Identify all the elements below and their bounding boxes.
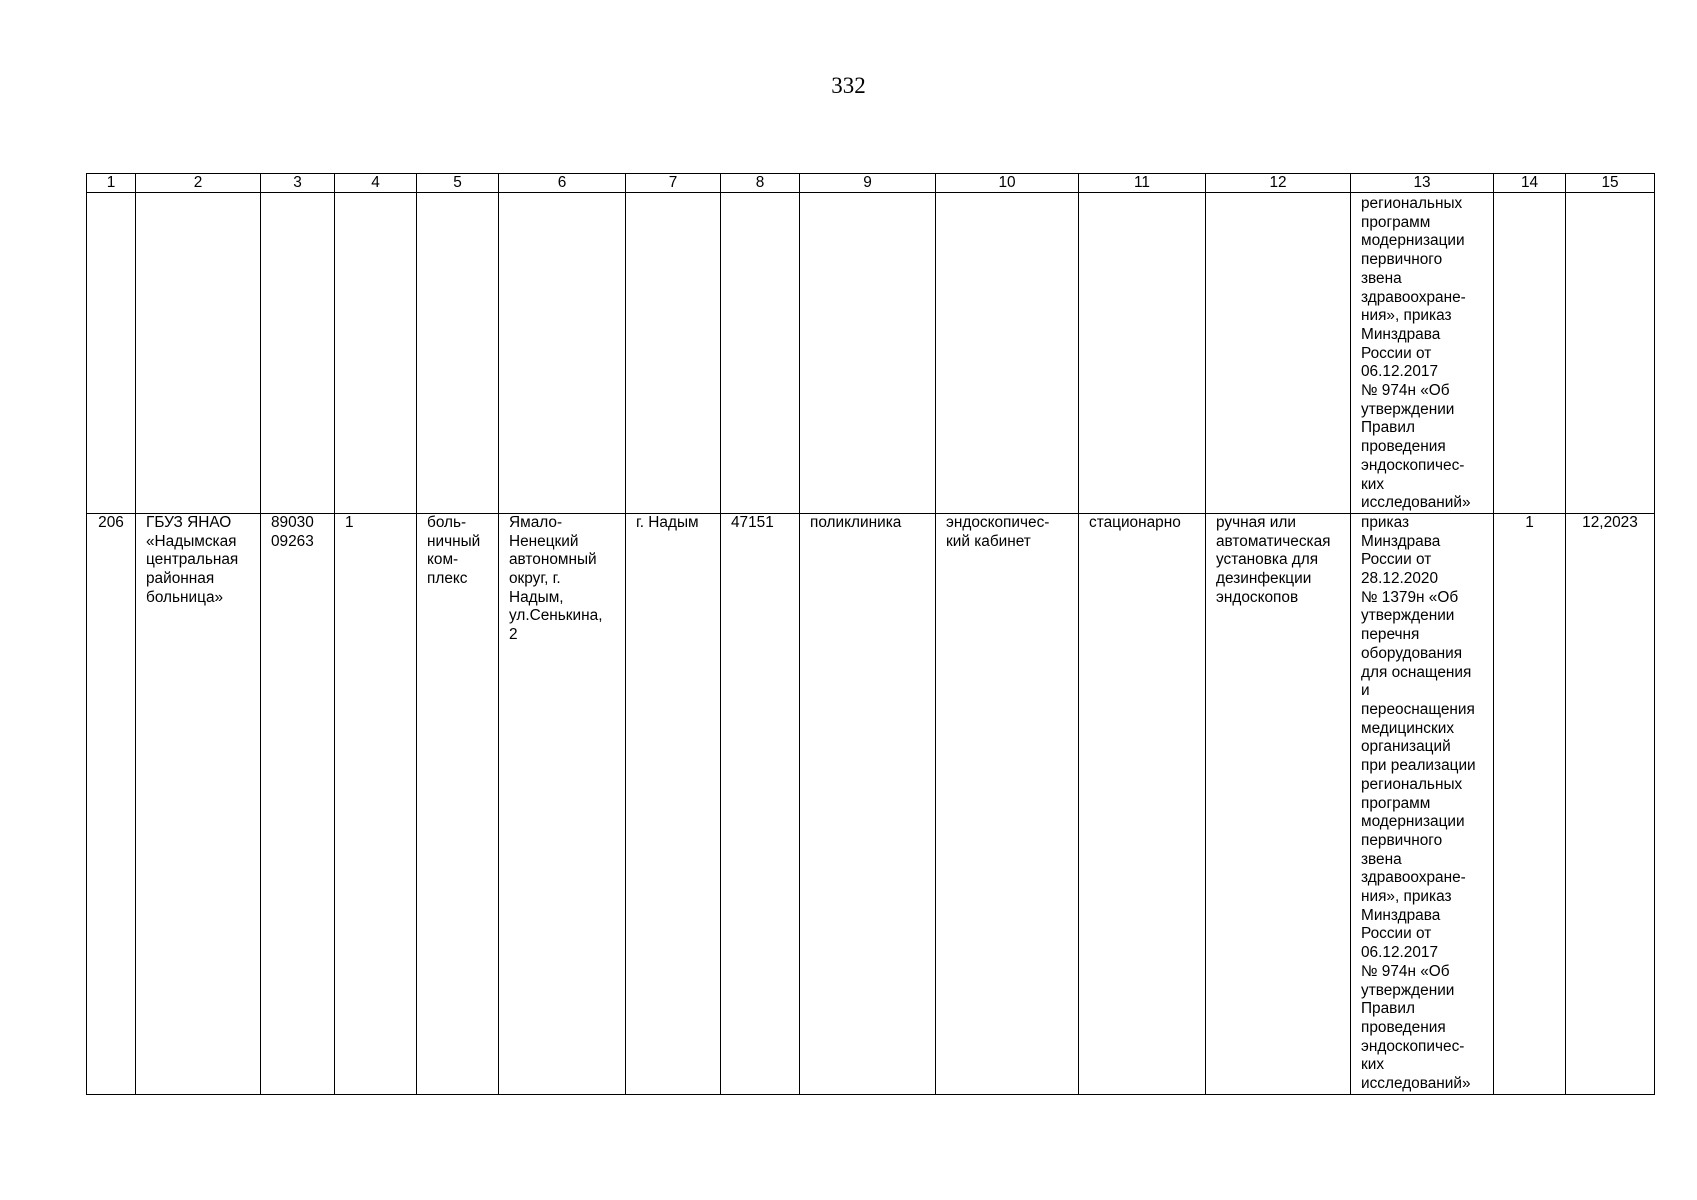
- legal-basis-cell: региональных программ модернизации первичного звена здравоохране- ния», приказ Минздрава России от 06.12.2017 № 974н «Об утверждении Правил проведения эндоскопичес- ких исследований»: [1351, 193, 1494, 514]
- column-header: 12: [1206, 174, 1351, 193]
- address-cell: Ямало- Ненецкий автономный округ, г. Надым, ул.Сенькина, 2: [499, 513, 626, 1094]
- room-cell: эндоскопичес- кий кабинет: [936, 513, 1079, 1094]
- table-cell: [1206, 193, 1351, 514]
- table-row-continuation: [87, 193, 1655, 514]
- header-row: [87, 174, 1655, 193]
- table-cell: [87, 193, 136, 514]
- legal-basis-cell: приказ Минздрава России от 28.12.2020 № 1379н «Об утверждении перечня оборудования для оснащения и переоснащения медицинских организаций при реализации региональных программ модернизации первичного звена здравоохране- ния», приказ Минздрава России от 06.12.2017 № 974н «Об утверждении Правил проведения эндоскопичес- ких исследований»: [1351, 513, 1494, 1094]
- mode-cell: стационарно: [1079, 513, 1206, 1094]
- table-cell: [417, 193, 499, 514]
- table-cell: [721, 193, 800, 514]
- code-cell: 47151: [721, 513, 800, 1094]
- table-cell: [936, 193, 1079, 514]
- table-cell: [1079, 193, 1206, 514]
- page-number: 332: [831, 73, 866, 98]
- column-header: 9: [800, 174, 936, 193]
- column-header: 10: [936, 174, 1079, 193]
- column-header: 2: [136, 174, 261, 193]
- column-header: 11: [1079, 174, 1206, 193]
- column-header: 1: [87, 174, 136, 193]
- column-header: 3: [261, 174, 335, 193]
- unit-cell: поликлиника: [800, 513, 936, 1094]
- inn-cell: 89030 09263: [261, 513, 335, 1094]
- row-number-cell: 206: [87, 513, 136, 1094]
- table-row: [87, 513, 1655, 1094]
- quantity-cell: 1: [1494, 513, 1566, 1094]
- column-header: 7: [626, 174, 721, 193]
- equipment-cell: ручная или автоматическая установка для дезинфекции эндоскопов: [1206, 513, 1351, 1094]
- organization-cell: ГБУЗ ЯНАО «Надымская центральная районная больница»: [136, 513, 261, 1094]
- table-header: [87, 174, 1655, 193]
- city-cell: г. Надым: [626, 513, 721, 1094]
- column-header: 15: [1566, 174, 1655, 193]
- equipment-table: [86, 173, 1655, 1095]
- column-header: 6: [499, 174, 626, 193]
- table-cell: [335, 193, 417, 514]
- table-cell: [800, 193, 936, 514]
- date-cell: 12,2023: [1566, 513, 1655, 1094]
- table-cell: [136, 193, 261, 514]
- table-cell: [261, 193, 335, 514]
- facility-type-cell: боль- ничный ком- плекс: [417, 513, 499, 1094]
- table-cell: [1494, 193, 1566, 514]
- table-cell: [499, 193, 626, 514]
- table-cell: 1: [335, 513, 417, 1094]
- table-cell: [626, 193, 721, 514]
- table-cell: [1566, 193, 1655, 514]
- column-header: 14: [1494, 174, 1566, 193]
- column-header: 4: [335, 174, 417, 193]
- column-header: 8: [721, 174, 800, 193]
- column-header: 13: [1351, 174, 1494, 193]
- column-header: 5: [417, 174, 499, 193]
